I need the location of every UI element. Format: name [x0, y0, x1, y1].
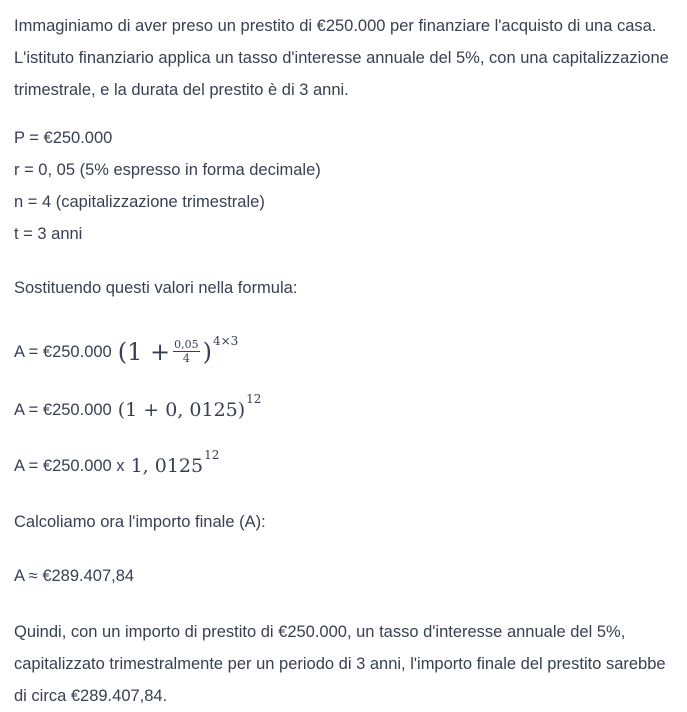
equation-3 — [14, 438, 682, 494]
variable-r: r = 0, 05 (5% espresso in forma decimale) — [14, 161, 321, 179]
fraction-numerator: 0,05 — [174, 337, 199, 351]
conclusion-paragraph: Quindi, con un importo di prestito di €250.000, un tasso d'interesse annuale del 5%, capitalizzato trimestralmente per un periodo di 3 anni, l'importo finale del prestito sarebbe di circa €289.407,84. — [14, 623, 666, 705]
equation-2 — [14, 382, 682, 438]
equation-1-prefix: A = €250.000 — [14, 342, 112, 361]
equation-3-math — [130, 448, 220, 477]
response-document — [14, 10, 682, 712]
variable-p: P = €250.000 — [14, 129, 113, 147]
variables-list — [14, 122, 682, 250]
equation-3-prefix: A = €250.000 x — [14, 456, 125, 475]
equation-1-fraction — [173, 338, 200, 365]
variable-t: t = 3 anni — [14, 225, 83, 243]
substitution-lead: Sostituendo questi valori nella formula: — [14, 279, 298, 297]
equation-1-open: (1 + — [117, 338, 171, 366]
equation-2-prefix: A = €250.000 — [14, 400, 112, 419]
calculation-lead: Calcoliamo ora l'importo finale (A): — [14, 513, 266, 531]
equation-1-exponent: 4×3 — [212, 334, 239, 348]
fraction-denominator: 4 — [182, 351, 190, 365]
equation-3-exponent: 12 — [204, 448, 220, 462]
equation-2-body: (1 + 0, 0125) — [117, 399, 246, 421]
equation-2-exponent: 12 — [246, 392, 262, 406]
equation-1-math — [117, 334, 239, 366]
equation-2-math — [117, 392, 262, 421]
intro-paragraph: Immaginiamo di aver preso un prestito di €250.000 per finanziare l'acquisto di una casa. L'istituto finanziario applica un tasso d'interesse annuale del 5%, con una capitalizzazione trimestrale, e la durata del prestito è di 3 anni. — [14, 17, 669, 99]
equation-1-close: ) — [202, 338, 212, 366]
variable-n: n = 4 (capitalizzazione trimestrale) — [14, 193, 265, 211]
final-result: A ≈ €289.407,84 — [14, 567, 135, 585]
equation-1 — [14, 322, 682, 382]
equation-3-body: 1, 0125 — [130, 455, 204, 477]
